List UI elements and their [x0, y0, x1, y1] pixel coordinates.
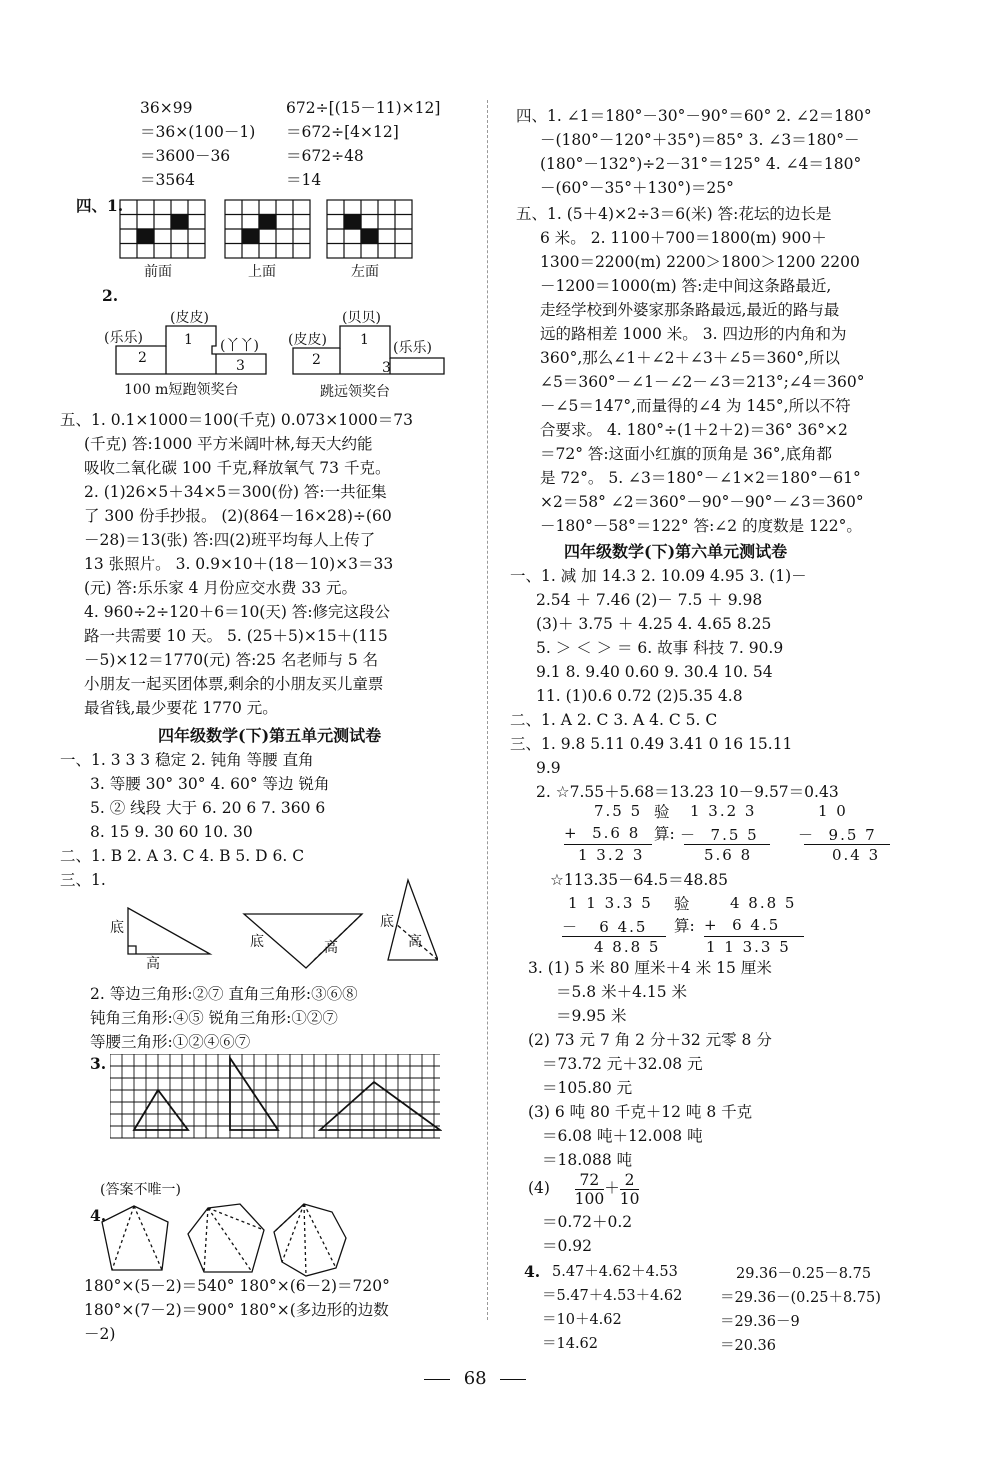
answer-line: 了 300 份手抄报。 (2)(864－16×28)÷(60	[84, 507, 392, 525]
vertical-calc: 4 8.8 5	[594, 938, 661, 956]
answer-line: 路一共需要 10 天。 5. (25＋5)×15＋(115	[84, 627, 388, 645]
dash-left	[424, 1379, 450, 1380]
answer-line: 是 72°。 5. ∠3＝180°－∠1×2＝180°－61°	[540, 469, 861, 487]
podium-number: 1	[360, 332, 369, 348]
answer-line: ＝0.72＋0.2	[542, 1213, 633, 1231]
answer-line: ＝9.95 米	[556, 1007, 627, 1025]
answer-line: －(180°－120°＋35°)＝85° 3. ∠3＝180°－	[540, 131, 860, 149]
answer-line: 一、1. 3 3 3 稳定 2. 钝角 等腰 直角	[60, 751, 314, 769]
answer-line: (2) 73 元 7 角 2 分＋32 元零 8 分	[528, 1031, 772, 1049]
question-number: 4.	[90, 1206, 107, 1225]
answer-line: －180°－58°＝122° 答:∠2 的度数是 122°。	[540, 517, 862, 535]
vertical-calc: 5.6 8	[704, 846, 753, 864]
answer-line: ＝105.80 元	[542, 1079, 633, 1097]
answer-line: 合要求。 4. 180°÷(1＋2＋2)＝36° 36°×2	[540, 421, 848, 439]
answer-line: ＝29.36－9	[720, 1314, 800, 1330]
answer-line: 2. (1)26×5＋34×5＝300(份) 答:一共征集	[84, 483, 387, 501]
question-number: 4.	[524, 1262, 541, 1281]
podium-name: (丫丫)	[220, 338, 259, 354]
answer-line: ×2＝58° ∠2＝360°－90°－90°－∠3＝360°	[540, 493, 864, 511]
answer-line: 5. ② 线段 大于 6. 20 6 7. 360 6	[90, 799, 326, 817]
vertical-calc: 7.5 5	[594, 802, 643, 820]
answer-line: 11. (1)0.6 0.72 (2)5.35 4.8	[536, 687, 743, 705]
answer-line: －28)＝13(张) 答:四(2)班平均每人上传了	[84, 531, 376, 549]
answer-line: (3) 6 吨 80 千克＋12 吨 8 千克	[528, 1103, 753, 1121]
grid-drawing	[110, 1054, 442, 1140]
answer-line: 二、1. B 2. A 3. C 4. B 5. D 6. C	[60, 847, 305, 865]
calc-line: ＝672÷[4×12]	[286, 123, 399, 141]
answer-line: ＝29.36－(0.25＋8.75)	[720, 1290, 881, 1306]
answer-line: 四、1. ∠1＝180°－30°－90°＝60° 2. ∠2＝180°	[516, 107, 872, 125]
column-divider	[487, 100, 488, 1320]
answer-line: －1200＝1000(m) 答:走中间这条路最近,	[540, 277, 832, 295]
answer-line: 6 米。 2. 1100＋700＝1800(m) 900＋	[540, 229, 827, 247]
answer-line: 3. 等腰 30° 30° 4. 60° 等边 锐角	[90, 775, 330, 793]
answer-line: ＝5.47＋4.53＋4.62	[542, 1288, 683, 1304]
answer-line: 9.9	[536, 759, 561, 777]
answer-line: －(60°－35°＋130°)＝25°	[540, 179, 734, 197]
page-number: 68	[463, 1368, 487, 1389]
right-triangle	[128, 908, 210, 954]
calc-rule	[562, 936, 666, 937]
answer-line: 180°×(7－2)＝900° 180°×(多边形的边数	[84, 1301, 389, 1319]
answer-line: －5)×12＝1770(元) 答:25 名老师与 5 名	[84, 651, 379, 669]
answer-line: －∠5＝147°,而量得的∠4 为 145°,所以不符	[540, 397, 851, 415]
answer-line: 等腰三角形:①②④⑥⑦	[90, 1033, 251, 1051]
dash-right	[500, 1379, 526, 1380]
answer-line: 五、1. 0.1×1000＝100(千克) 0.073×1000＝73	[60, 411, 413, 429]
hexagon	[188, 1204, 264, 1272]
vertical-calc: 1 1 3.3 5	[568, 894, 653, 912]
vertical-calc: 1 0	[818, 802, 848, 820]
denominator: 100	[574, 1189, 605, 1208]
answer-line: 三、1. 9.8 5.11 0.49 3.41 0 16 15.11	[510, 735, 793, 753]
answer-line: 2.54 ＋ 7.46 (2)－ 7.5 ＋ 9.98	[536, 591, 763, 609]
answer-line: 2. 等边三角形:②⑦ 直角三角形:③⑥⑧	[90, 985, 358, 1003]
vertical-calc: 0.4 3	[832, 846, 881, 864]
section-label: 四、1.	[76, 196, 124, 215]
page-number-row	[424, 1368, 526, 1389]
front-view-grid	[120, 200, 205, 258]
podium-number: 2	[312, 352, 321, 368]
answer-line: ＝5.8 米＋4.15 米	[556, 983, 688, 1001]
calc-line: ＝672÷48	[286, 147, 364, 165]
view-caption: 左面	[351, 264, 379, 280]
left-view-grid	[327, 200, 412, 258]
answer-line: ＝73.72 元＋32.08 元	[542, 1055, 703, 1073]
podium-number: 2	[138, 350, 147, 366]
calc-line: 672÷[(15－11)×12]	[286, 99, 441, 117]
podium-name: (皮皮)	[170, 310, 209, 326]
answer-line: ＝72° 答:这面小红旗的顶角是 36°,底角都	[540, 445, 832, 463]
calc-line: ＝14	[286, 171, 322, 189]
answer-line: 远的路相差 1000 米。 3. 四边形的内角和为	[540, 325, 847, 343]
vertical-calc: － 9.5 7	[798, 826, 877, 844]
note: (答案不唯一)	[100, 1182, 181, 1198]
unit-title: 四年级数学(下)第六单元测试卷	[564, 542, 788, 561]
answer-line: 3. (1) 5 米 80 厘米＋4 米 15 厘米	[528, 959, 772, 977]
answer-line: ＝6.08 吨＋12.008 吨	[542, 1127, 703, 1145]
answer-line: 4. 960÷2÷120＋6＝10(天) 答:修完这段公	[84, 603, 391, 621]
answer-line: 5.47＋4.62＋4.53	[552, 1264, 678, 1280]
podium-name: (贝贝)	[342, 310, 381, 326]
vertical-calc: + 6 4.5	[704, 916, 781, 934]
plus-sign: ＋	[604, 1179, 620, 1197]
vertical-calc: － 6 4.5	[562, 918, 648, 936]
calc-line: 36×99	[140, 99, 193, 117]
answer-line: －2)	[84, 1325, 116, 1343]
grid-triangle-1	[134, 1090, 188, 1130]
podium-caption: 100 m短跑领奖台	[124, 382, 239, 398]
vertical-calc: + 5.6 8	[564, 824, 641, 842]
answer-line: 29.36－0.25－8.75	[736, 1266, 872, 1282]
fraction-line	[528, 1168, 639, 1208]
podium-number: 1	[184, 332, 193, 348]
label-yan: 验	[654, 803, 670, 821]
answer-line: ＝14.62	[542, 1336, 599, 1352]
vertical-calc: 1 1 3.3 5	[706, 938, 791, 956]
pentagon	[102, 1206, 168, 1270]
triangle-label: 高	[408, 934, 422, 950]
answer-line: 三、1.	[60, 871, 106, 889]
answer-line: 8. 15 9. 30 60 10. 30	[90, 823, 253, 841]
answer-line: ☆113.35－64.5＝48.85	[550, 871, 729, 889]
answer-line: 五、1. (5＋4)×2÷3＝6(米) 答:花坛的边长是	[516, 205, 832, 223]
calc-rule	[684, 844, 770, 845]
answer-line: 5. ＞ ＜ ＞ ＝ 6. 故事 科技 7. 90.9	[536, 639, 784, 657]
label-yan: 验	[674, 895, 690, 913]
answer-line: 二、1. A 2. C 3. A 4. C 5. C	[510, 711, 718, 729]
triangle-label: 底	[110, 920, 124, 936]
label-suan: 算:	[674, 917, 695, 935]
view-caption: 上面	[248, 264, 276, 280]
answer-line: (3)＋ 3.75 ＋ 4.25 4. 4.65 8.25	[536, 615, 772, 633]
fraction	[620, 1171, 640, 1208]
triangle-label: 底	[380, 914, 394, 930]
label-suan: 算:	[654, 825, 675, 843]
calc-rule	[564, 844, 652, 845]
answer-line: (180°－132°)÷2－31°＝125° 4. ∠4＝180°	[540, 155, 862, 173]
unit-title: 四年级数学(下)第五单元测试卷	[158, 726, 382, 745]
fraction	[575, 1171, 605, 1208]
podium-number: 3	[236, 358, 245, 374]
vertical-calc: 1 3.2 3	[578, 846, 645, 864]
vertical-calc: 1 3.2 3	[690, 802, 757, 820]
answer-line: 钝角三角形:④⑤ 锐角三角形:①②⑦	[90, 1009, 338, 1027]
calc-rule	[704, 936, 804, 937]
top-view-grid	[225, 200, 310, 258]
answer-line: (元) 答:乐乐家 4 月份应交水费 33 元。	[84, 579, 358, 597]
sub-label: (4)	[528, 1179, 550, 1197]
answer-line: ＝20.36	[720, 1338, 777, 1354]
question-number: 3.	[90, 1054, 107, 1073]
answer-line: 小朋友一起买团体票,剩余的小朋友买儿童票	[84, 675, 384, 693]
calc-line: ＝36×(100－1)	[140, 123, 256, 141]
answer-line: ＝10＋4.62	[542, 1312, 622, 1328]
calc-line: ＝3600－36	[140, 147, 231, 165]
calc-line: ＝3564	[140, 171, 195, 189]
triangle-label: 高	[146, 956, 160, 972]
view-caption: 前面	[144, 264, 172, 280]
answer-line: 2. ☆7.55＋5.68＝13.23 10－9.57＝0.43	[536, 783, 839, 801]
podium-name: (乐乐)	[104, 330, 143, 346]
answer-line: ＝0.92	[542, 1237, 593, 1255]
answer-line: 13 张照片。 3. 0.9×10＋(18－10)×3＝33	[84, 555, 394, 573]
numerator: 72	[575, 1171, 605, 1190]
answer-line: 9.1 8. 9.40 0.60 9. 30.4 10. 54	[536, 663, 773, 681]
answer-line: 一、1. 减 加 14.3 2. 10.09 4.95 3. (1)－	[510, 567, 807, 585]
podium-caption: 跳远领奖台	[320, 384, 390, 400]
podium-number: 3	[382, 360, 391, 376]
answer-line: ∠5＝360°－∠1－∠2－∠3＝213°;∠4＝360°	[540, 373, 865, 391]
triangle-label: 高	[324, 940, 338, 956]
podium-name: (乐乐)	[393, 340, 432, 356]
answer-line: 180°×(5－2)＝540° 180°×(6－2)＝720°	[84, 1277, 390, 1295]
answer-line: 吸收二氧化碳 100 千克,释放氧气 73 千克。	[84, 459, 391, 477]
vertical-calc: － 7.5 5	[680, 826, 759, 844]
calc-rule	[804, 844, 890, 845]
vertical-calc: 4 8.8 5	[730, 894, 797, 912]
denominator: 10	[619, 1189, 640, 1208]
answer-line: ＝18.088 吨	[542, 1151, 633, 1169]
answer-line: 最省钱,最少要花 1770 元。	[84, 699, 278, 717]
podium-name: (皮皮)	[288, 332, 327, 348]
numerator: 2	[620, 1171, 640, 1190]
answer-line: (千克) 答:1000 平方米阔叶林,每天大约能	[84, 435, 373, 453]
polygons-figure	[98, 1200, 458, 1280]
answer-line: 1300＝2200(m) 2200＞1800＞1200 2200	[540, 253, 860, 271]
answer-line: 走经学校到外婆家那条路最远,最近的路与最	[540, 301, 840, 319]
answer-line: 360°,那么∠1＋∠2＋∠3＋∠5＝360°,所以	[540, 349, 840, 367]
question-number: 2.	[102, 286, 119, 305]
triangle-label: 底	[250, 934, 264, 950]
